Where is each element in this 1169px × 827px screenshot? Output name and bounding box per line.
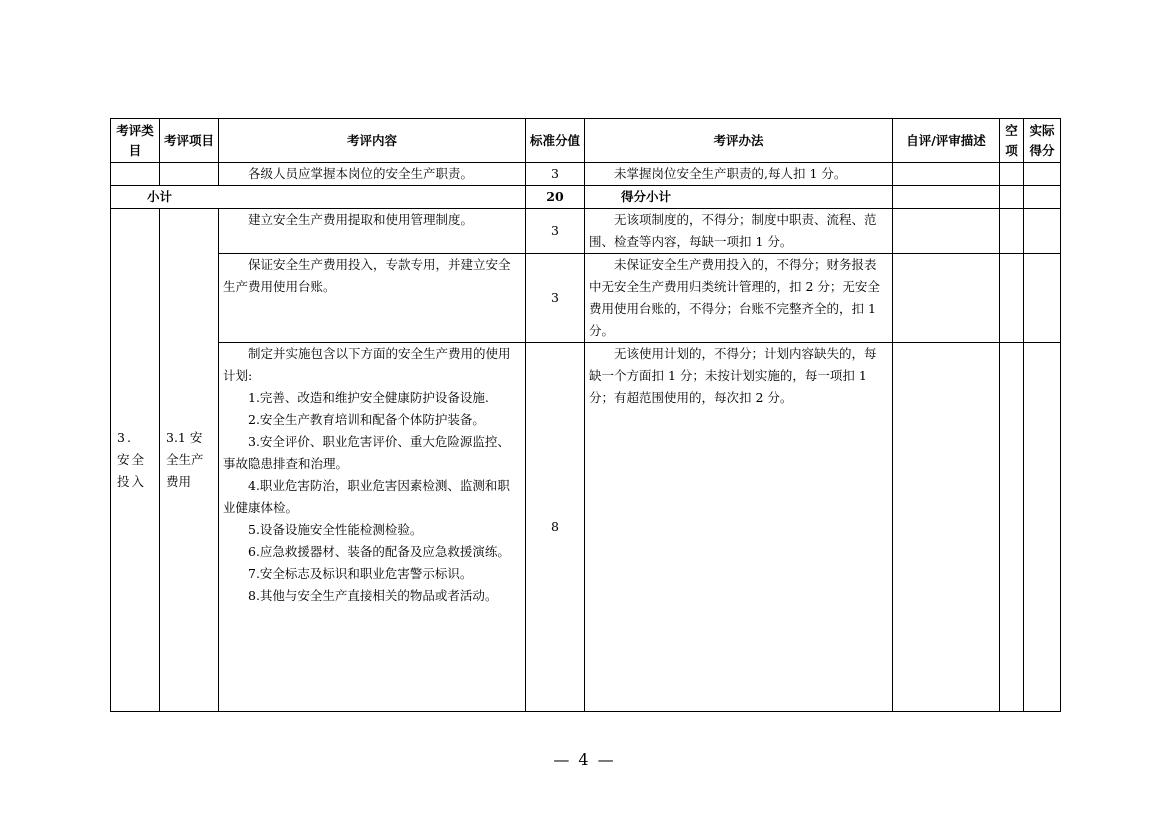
row1-blank xyxy=(1000,209,1024,254)
list-item: 5.设备设施安全性能检测检验。 xyxy=(248,522,423,537)
row2-self-eval xyxy=(893,254,1000,343)
list-item: 2.安全生产教育培训和配备个体防护装备。 xyxy=(248,412,485,427)
row1-actual xyxy=(1024,209,1061,254)
header-method: 考评办法 xyxy=(585,119,893,163)
list-item: 3.安全评价、职业危害评价、重大危险源监控、事故隐患排查和治理。 xyxy=(223,434,510,471)
carry-self-eval xyxy=(893,163,1000,186)
row1-self-eval xyxy=(893,209,1000,254)
header-actual: 实际得分 xyxy=(1024,119,1061,163)
table-row xyxy=(111,209,1061,254)
row3-blank xyxy=(1000,343,1024,712)
carry-actual xyxy=(1024,163,1061,186)
row2-blank xyxy=(1000,254,1024,343)
carry-blank xyxy=(1000,163,1024,186)
row2-content: 保证安全生产费用投入，专款专用，并建立安全生产费用使用台账。 xyxy=(219,254,526,343)
carry-category xyxy=(111,163,160,186)
row1-score: 3 xyxy=(526,209,585,254)
carry-method: 未掌握岗位安全生产职责的,每人扣 1 分。 xyxy=(585,163,893,186)
subtotal-label: 小计 xyxy=(111,186,526,209)
section-item: 3.1 安全生产费用 xyxy=(160,209,219,712)
list-item: 8.其他与安全生产直接相关的物品或者活动。 xyxy=(248,588,498,603)
carry-row xyxy=(111,163,1061,186)
header-blank: 空项 xyxy=(1000,119,1024,163)
section-category: 3. 安全投入 xyxy=(111,209,160,712)
list-item: 4.职业危害防治，职业危害因素检测、监测和职业健康体检。 xyxy=(223,478,510,515)
header-self-eval: 自评/评审描述 xyxy=(893,119,1000,163)
list-item: 1.完善、改造和维护安全健康防护设备设施. xyxy=(248,390,489,405)
row1-content: 建立安全生产费用提取和使用管理制度。 xyxy=(219,209,526,254)
header-category: 考评类目 xyxy=(111,119,160,163)
subtotal-score: 20 xyxy=(526,186,585,209)
row2-method: 未保证安全生产费用投入的，不得分；财务报表中无安全生产费用归类统计管理的，扣 2 分；无安全费用使用台账的，不得分；台账不完整齐全的，扣 1 分。 xyxy=(585,254,893,343)
subtotal-actual xyxy=(1024,186,1061,209)
header-score: 标准分值 xyxy=(526,119,585,163)
header-row xyxy=(111,119,1061,163)
row3-actual xyxy=(1024,343,1061,712)
header-content: 考评内容 xyxy=(219,119,526,163)
carry-content: 各级人员应掌握本岗位的安全生产职责。 xyxy=(219,163,526,186)
row3-content xyxy=(219,343,526,712)
subtotal-self-eval xyxy=(893,186,1000,209)
list-item: 7.安全标志及标识和职业危害警示标识。 xyxy=(248,566,473,581)
row3-content-intro: 制定并实施包含以下方面的安全生产费用的使用计划: xyxy=(223,346,511,383)
row2-score: 3 xyxy=(526,254,585,343)
row1-method: 无该项制度的，不得分；制度中职责、流程、范围、检查等内容，每缺一项扣 1 分。 xyxy=(585,209,893,254)
header-item: 考评项目 xyxy=(160,119,219,163)
page-number: — 4 — xyxy=(553,750,616,769)
row3-self-eval xyxy=(893,343,1000,712)
carry-score: 3 xyxy=(526,163,585,186)
row2-actual xyxy=(1024,254,1061,343)
evaluation-table xyxy=(110,118,1061,712)
table-row xyxy=(111,254,1061,343)
subtotal-method: 得分小计 xyxy=(585,186,893,209)
subtotal-blank xyxy=(1000,186,1024,209)
row3-score: 8 xyxy=(526,343,585,712)
carry-item xyxy=(160,163,219,186)
list-item: 6.应急救援器材、装备的配备及应急救援演练。 xyxy=(248,544,510,559)
subtotal-row xyxy=(111,186,1061,209)
row3-method: 无该使用计划的，不得分；计划内容缺失的，每缺一个方面扣 1 分；未按计划实施的，每一项扣 1 分；有超范围使用的，每次扣 2 分。 xyxy=(585,343,893,712)
table-row xyxy=(111,343,1061,712)
